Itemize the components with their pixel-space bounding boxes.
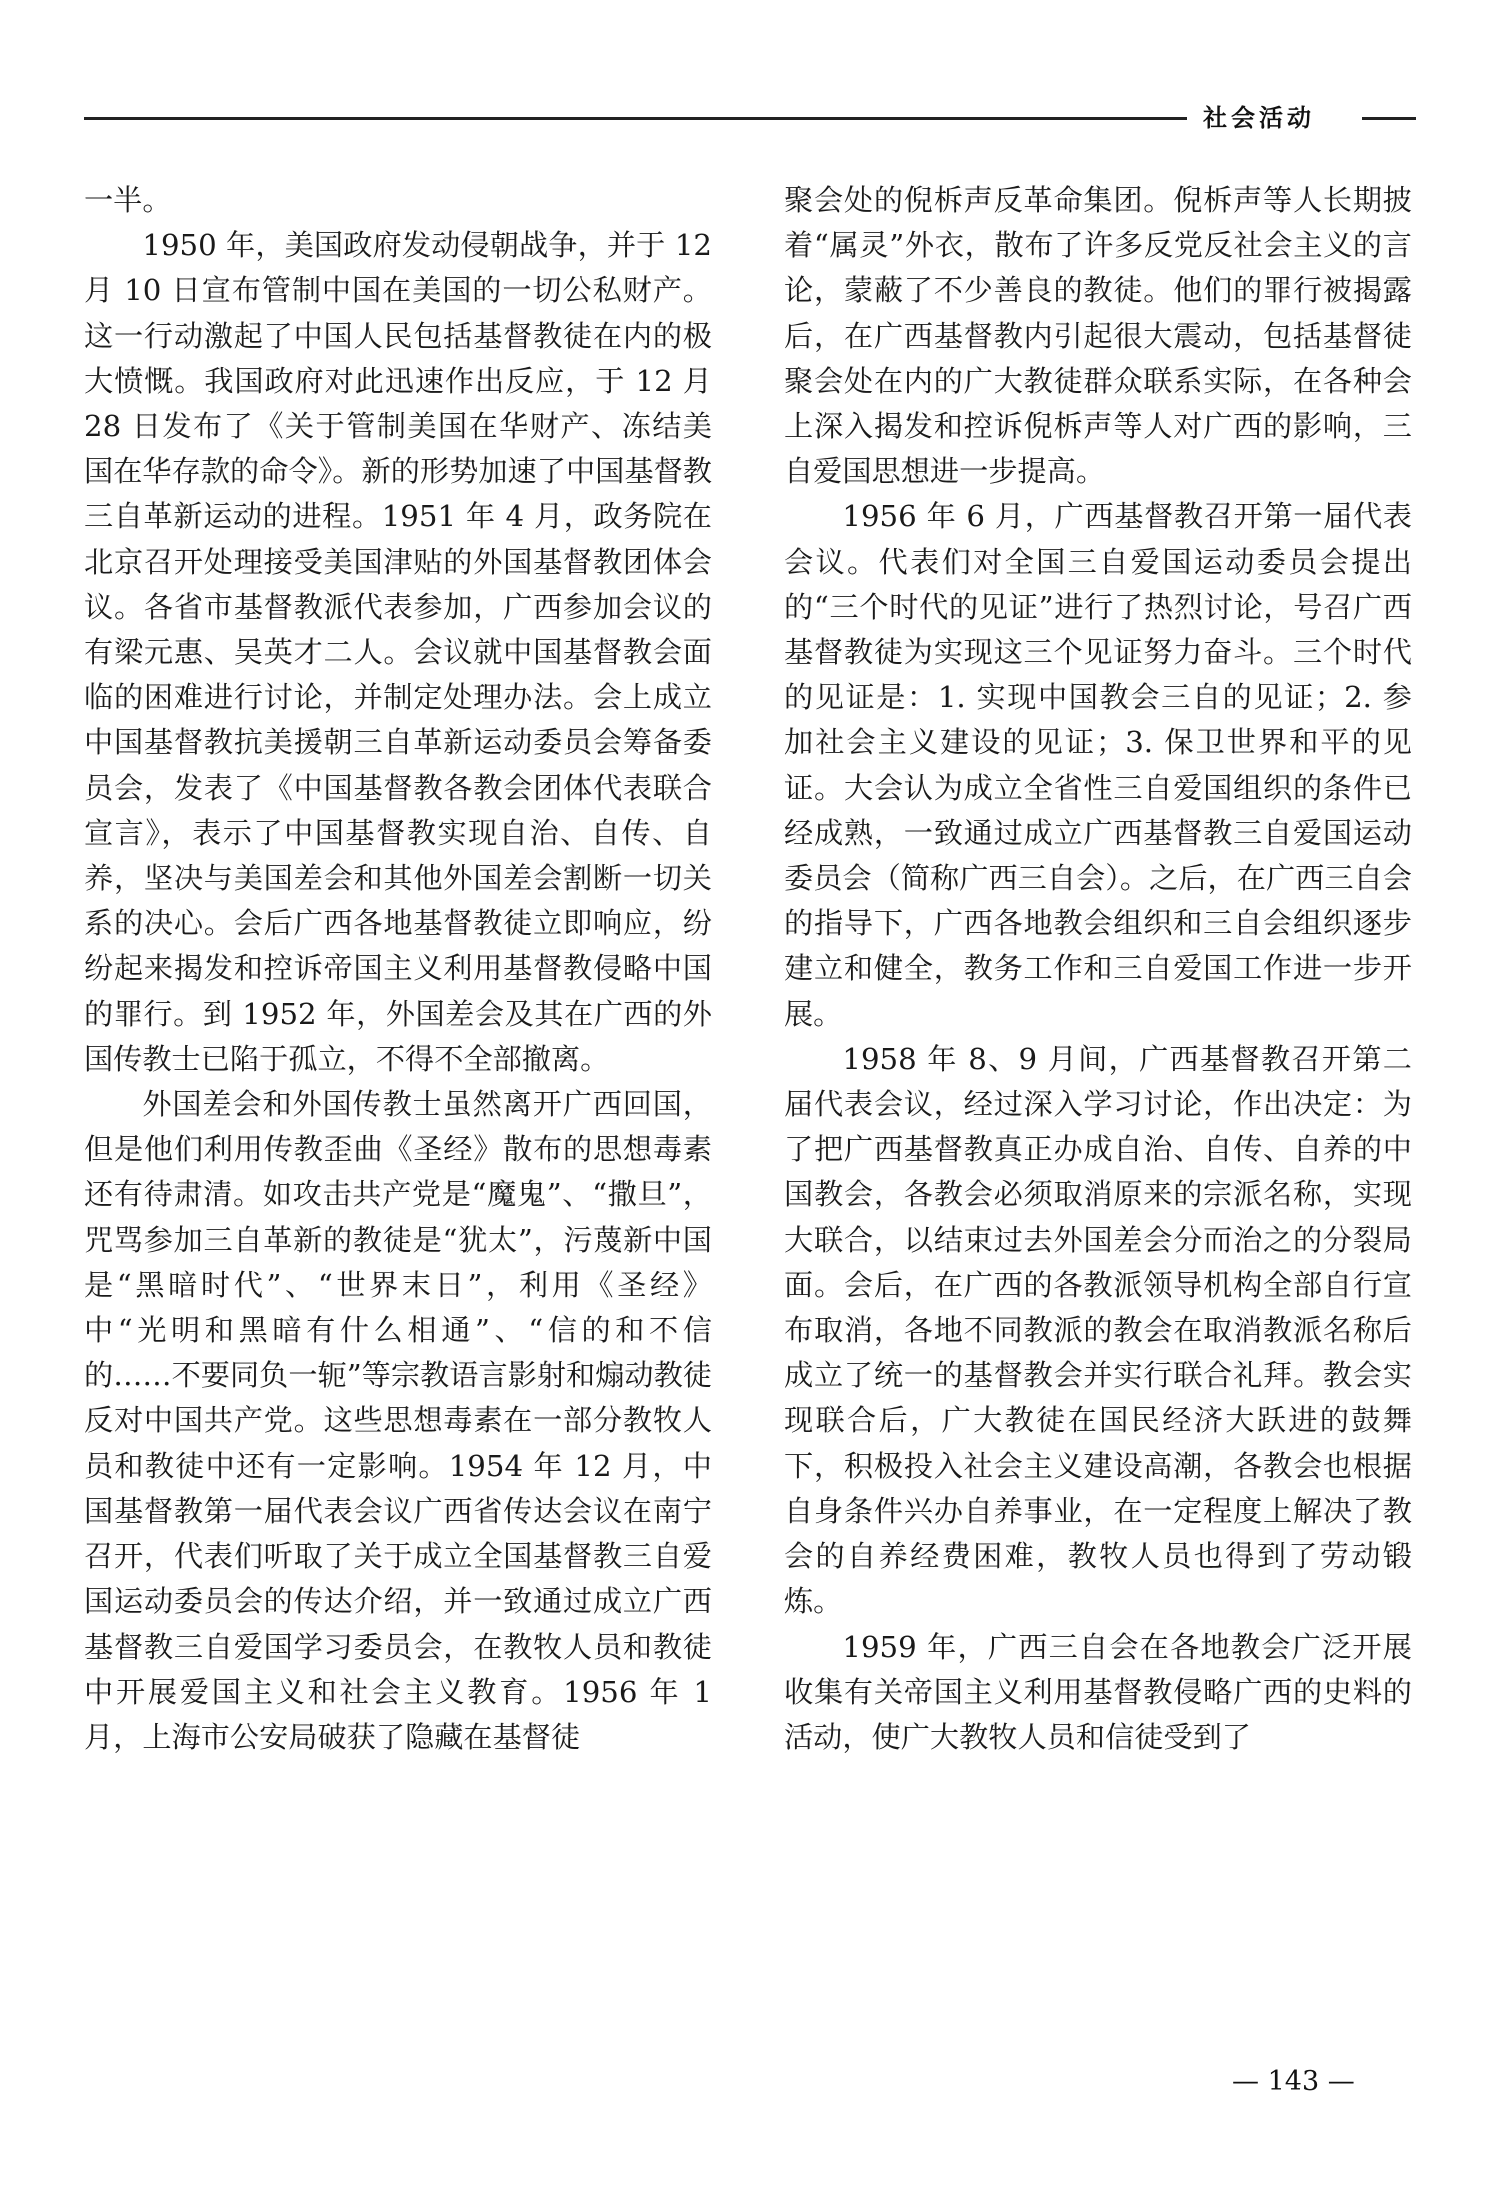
paragraph: 1950 年，美国政府发动侵朝战争，并于 12 月 10 日宣布管制中国在美国的一切公私财产。这一行动激起了中国人民包括基督教徒在内的极大愤慨。我国政府对此迅速作出反应，于 12 月 28 日发布了《关于管制美国在华财产、冻结美国在华存款的命令》。新的形势加速了中国基督教三自革新运动的进程。1951 年 4 月，政务院在北京召开处理接受美国津贴的外国基督教团体会议。各省市基督教派代表参加，广西参加会议的有梁元惠、吴英才二人。会议就中国基督教会面临的困难进行讨论，并制定处理办法。会上成立中国基督教抗美援朝三自革新运动委员会筹备委员会，发表了《中国基督教各教会团体代表联合宣言》，表示了中国基督教实现自治、自传、自养，坚决与美国差会和其他外国差会割断一切关系的决心。会后广西各地基督教徒立即响应，纷纷起来揭发和控诉帝国主义利用基督教侵略中国的罪行。到 1952 年，外国差会及其在广西的外国传教士已陷于孤立，不得不全部撤离。 <box>84 228 712 1076</box>
left-text-column <box>84 178 712 1760</box>
section-title: 社会活动 <box>1203 104 1315 132</box>
header-rule-left <box>84 117 1187 120</box>
paragraph-continuation: 聚会处的倪柝声反革命集团。倪柝声等人长期披着“属灵”外衣，散布了许多反党反社会主义的言论，蒙蔽了不少善良的教徒。他们的罪行被揭露后，在广西基督教内引起很大震动，包括基督徒聚会处在内的广大教徒群众联系实际，在各种会上深入揭发和控诉倪柝声等人对广西的影响，三自爱国思想进一步提高。 <box>784 183 1412 489</box>
paragraph: 1956 年 6 月，广西基督教召开第一届代表会议。代表们对全国三自爱国运动委员会提出的“三个时代的见证”进行了热烈讨论，号召广西基督教徒为实现这三个见证努力奋斗。三个时代的见证是：1. 实现中国教会三自的见证；2. 参加社会主义建设的见证；3. 保卫世界和平的见证。大会认为成立全省性三自爱国组织的条件已经成熟，一致通过成立广西基督教三自爱国运动委员会（简称广西三自会）。之后，在广西三自会的指导下，广西各地教会组织和三自会组织逐步建立和健全，教务工作和三自爱国工作进一步开展。 <box>784 499 1412 1031</box>
paragraph: 外国差会和外国传教士虽然离开广西回国，但是他们利用传教歪曲《圣经》散布的思想毒素还有待肃清。如攻击共产党是“魔鬼”、“撒旦”，咒骂参加三自革新的教徒是“犹太”，污蔑新中国是“黑暗时代”、“世界末日”，利用《圣经》中“光明和黑暗有什么相通”、“信的和不信的……不要同负一轭”等宗教语言影射和煽动教徒反对中国共产党。这些思想毒素在一部分教牧人员和教徒中还有一定影响。1954 年 12 月，中国基督教第一届代表会议广西省传达会议在南宁召开，代表们听取了关于成立全国基督教三自爱国运动委员会的传达介绍，并一致通过成立广西基督教三自爱国学习委员会，在教牧人员和教徒中开展爱国主义和社会主义教育。1956 年 1 月，上海市公安局破获了隐藏在基督徒 <box>84 1087 712 1754</box>
right-text-column <box>784 178 1412 1760</box>
paragraph: 1959 年，广西三自会在各地教会广泛开展收集有关帝国主义利用基督教侵略广西的史料的活动，使广大教牧人员和信徒受到了 <box>784 1629 1412 1754</box>
paragraph: 1958 年 8、9 月间，广西基督教召开第二届代表会议，经过深入学习讨论，作出决定：为了把广西基督教真正办成自治、自传、自养的中国教会，各教会必须取消原来的宗派名称，实现大联合，以结束过去外国差会分而治之的分裂局面。会后，在广西的各教派领导机构全部自行宣布取消，各地不同教派的教会在取消教派名称后成立了统一的基督教会并实行联合礼拜。教会实现联合后，广大教徒在国民经济大跃进的鼓舞下，积极投入社会主义建设高潮，各教会也根据自身条件兴办自养事业，在一定程度上解决了教会的自养经费困难，教牧人员也得到了劳动锻炼。 <box>784 1041 1412 1619</box>
paragraph-continuation: 一半。 <box>84 183 172 217</box>
header-rule-right <box>1362 117 1416 120</box>
page-number: — 143 — <box>1232 2066 1355 2097</box>
